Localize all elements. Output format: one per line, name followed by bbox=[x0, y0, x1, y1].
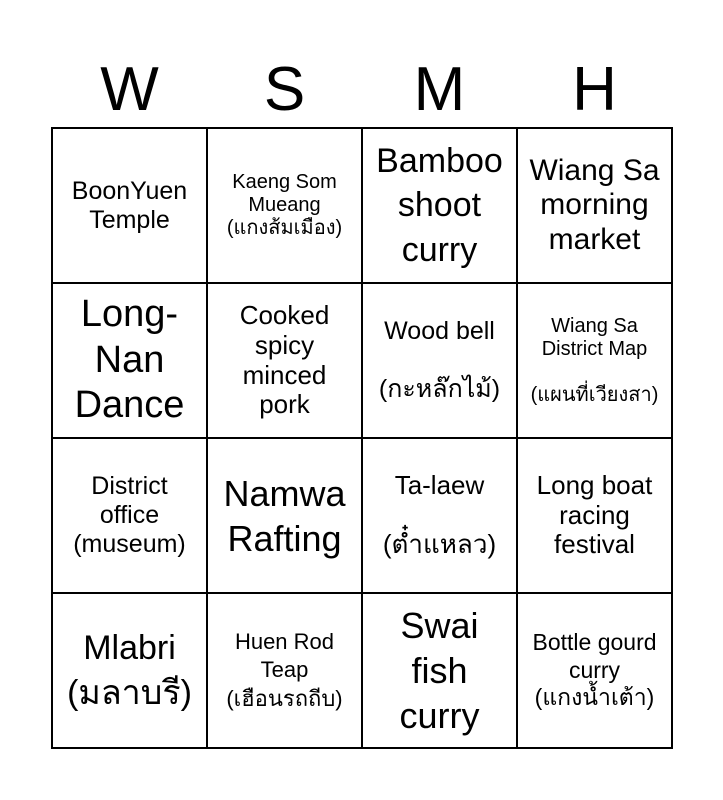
bingo-header bbox=[52, 52, 672, 128]
bingo-cell[interactable] bbox=[208, 439, 363, 594]
bingo-cell[interactable] bbox=[363, 129, 518, 284]
cell-text: Wiang Sa District Map (แผนที่เวียงสา) bbox=[530, 314, 659, 406]
cell-text: Swai fish curry bbox=[399, 605, 480, 736]
bingo-cell[interactable] bbox=[363, 594, 518, 749]
cell-text: Wood bell (กะหล๊กไม้) bbox=[378, 317, 501, 403]
header-letter-s: S bbox=[263, 55, 306, 124]
bingo-cell[interactable] bbox=[53, 439, 208, 594]
cell-text: Long boat racing festival bbox=[536, 469, 653, 560]
cell-text: Kaeng Som Mueang (แกงส้มเมือง) bbox=[226, 171, 343, 239]
cell-text: Huen Rod Teap (เฮือนรถถีบ) bbox=[226, 628, 343, 711]
header-letter-m: M bbox=[413, 55, 466, 124]
bingo-grid bbox=[51, 127, 673, 749]
cell-text: Long- Nan Dance bbox=[74, 293, 185, 427]
cell-text: BoonYuen Temple bbox=[71, 176, 188, 234]
cell-text: Wiang Sa morning market bbox=[529, 153, 660, 256]
cell-text: Cooked spicy minced pork bbox=[239, 299, 330, 420]
bingo-cell[interactable] bbox=[53, 129, 208, 284]
bingo-cell[interactable] bbox=[208, 594, 363, 749]
bingo-cell[interactable] bbox=[208, 129, 363, 284]
bingo-cell[interactable] bbox=[518, 129, 673, 284]
bingo-cell[interactable] bbox=[518, 284, 673, 439]
bingo-cell[interactable] bbox=[518, 439, 673, 594]
header-letter-w: W bbox=[100, 55, 159, 124]
header-letter-h: H bbox=[572, 55, 617, 124]
bingo-cell[interactable] bbox=[363, 284, 518, 439]
cell-text: Bottle gourd curry (แกงน้ำเต้า) bbox=[532, 629, 657, 711]
bingo-cell[interactable] bbox=[53, 284, 208, 439]
cell-text: Ta-laew (ต๋ำแหลว) bbox=[382, 469, 497, 560]
bingo-cell[interactable] bbox=[363, 439, 518, 594]
cell-text: Mlabri (มลาบรี) bbox=[67, 629, 192, 712]
bingo-cell[interactable] bbox=[208, 284, 363, 439]
bingo-cell[interactable] bbox=[53, 594, 208, 749]
cell-text: Namwa Rafting bbox=[223, 472, 346, 559]
cell-text: Bamboo shoot curry bbox=[376, 142, 503, 269]
cell-text: District office (museum) bbox=[73, 472, 186, 558]
bingo-cell[interactable] bbox=[518, 594, 673, 749]
